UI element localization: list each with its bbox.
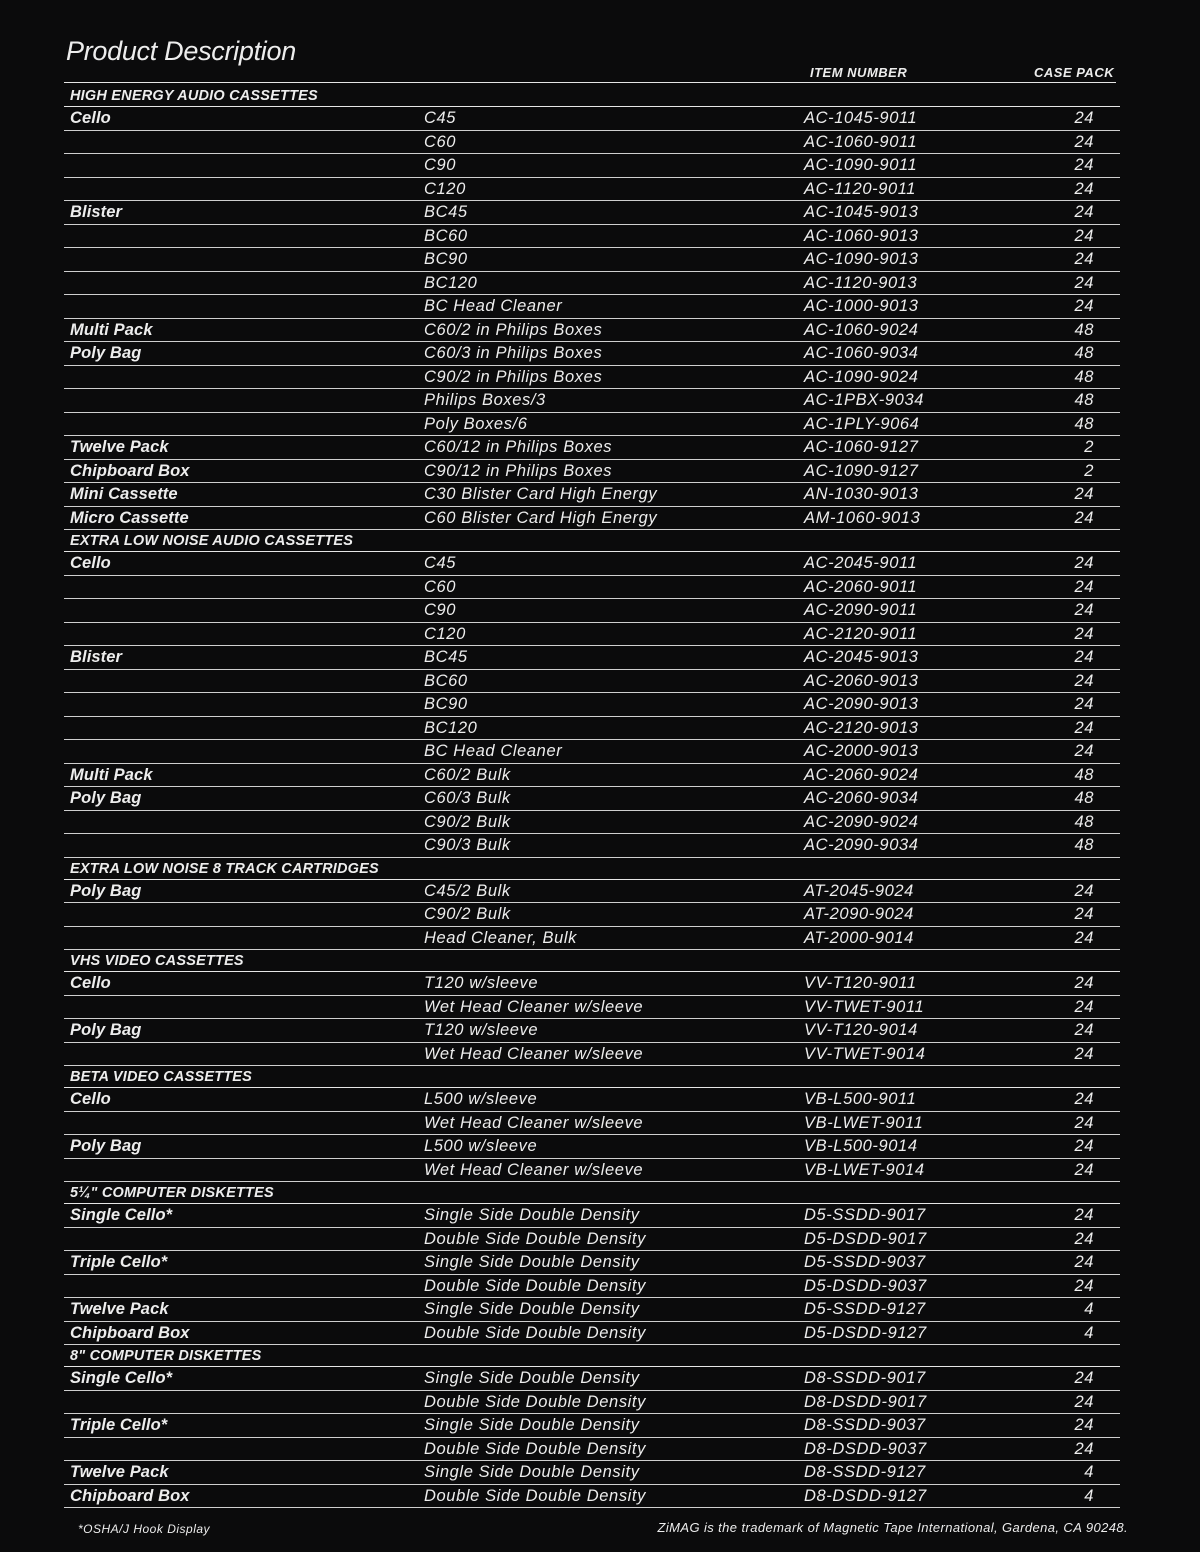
- package-type-cell: Poly Bag: [64, 880, 422, 904]
- package-type-cell: [64, 248, 422, 272]
- case-pack-cell: 24: [1030, 576, 1120, 600]
- product-description-cell: C90/2 in Philips Boxes: [422, 366, 800, 390]
- package-type-cell: [64, 996, 422, 1020]
- section-header: EXTRA LOW NOISE AUDIO CASSETTES: [64, 530, 1120, 552]
- case-pack-cell: 24: [1030, 740, 1120, 764]
- package-type-cell: [64, 811, 422, 835]
- item-number-cell: D5-SSDD-9127: [800, 1298, 1030, 1322]
- table-row: [64, 1414, 1120, 1438]
- package-type-cell: Poly Bag: [64, 787, 422, 811]
- case-pack-cell: 24: [1030, 248, 1120, 272]
- product-description-cell: L500 w/sleeve: [422, 1088, 800, 1112]
- package-type-cell: [64, 413, 422, 437]
- item-number-cell: AC-2120-9011: [800, 623, 1030, 647]
- product-description-cell: Double Side Double Density: [422, 1485, 800, 1509]
- case-pack-cell: 24: [1030, 1043, 1120, 1067]
- header-divider: [64, 82, 1116, 83]
- section-header: 8" COMPUTER DISKETTES: [64, 1345, 1120, 1367]
- package-type-cell: [64, 693, 422, 717]
- case-pack-cell: 24: [1030, 1112, 1120, 1136]
- product-description-cell: Poly Boxes/6: [422, 413, 800, 437]
- package-type-cell: [64, 1159, 422, 1183]
- item-number-cell: AC-2090-9024: [800, 811, 1030, 835]
- page-title: Product Description: [66, 36, 296, 66]
- case-pack-cell: 24: [1030, 693, 1120, 717]
- product-description-cell: Single Side Double Density: [422, 1298, 800, 1322]
- item-number-cell: VV-TWET-9011: [800, 996, 1030, 1020]
- case-pack-cell: 4: [1030, 1322, 1120, 1346]
- case-pack-cell: 24: [1030, 295, 1120, 319]
- item-number-cell: AC-2060-9011: [800, 576, 1030, 600]
- case-pack-cell: 24: [1030, 646, 1120, 670]
- package-type-cell: [64, 1112, 422, 1136]
- case-pack-cell: 24: [1030, 670, 1120, 694]
- table-row: [64, 693, 1120, 717]
- item-number-cell: AC-2045-9011: [800, 552, 1030, 576]
- package-type-cell: [64, 1391, 422, 1415]
- case-pack-cell: 48: [1030, 319, 1120, 343]
- case-pack-cell: 24: [1030, 903, 1120, 927]
- product-description-cell: Single Side Double Density: [422, 1204, 800, 1228]
- table-row: [64, 389, 1120, 413]
- case-pack-cell: 24: [1030, 201, 1120, 225]
- case-pack-cell: 24: [1030, 1019, 1120, 1043]
- package-type-cell: Single Cello*: [64, 1204, 422, 1228]
- item-number-cell: AC-1120-9013: [800, 272, 1030, 296]
- table-row: [64, 927, 1120, 951]
- table-row: [64, 880, 1120, 904]
- package-type-cell: [64, 154, 422, 178]
- product-description-cell: C60/3 Bulk: [422, 787, 800, 811]
- item-number-cell: AM-1060-9013: [800, 507, 1030, 531]
- package-type-cell: [64, 295, 422, 319]
- table-row: [64, 507, 1120, 531]
- case-pack-cell: 24: [1030, 996, 1120, 1020]
- item-number-cell: AT-2000-9014: [800, 927, 1030, 951]
- package-type-cell: Multi Pack: [64, 764, 422, 788]
- package-type-cell: Poly Bag: [64, 342, 422, 366]
- package-type-cell: [64, 576, 422, 600]
- item-number-cell: D8-SSDD-9127: [800, 1461, 1030, 1485]
- package-type-cell: Twelve Pack: [64, 1461, 422, 1485]
- case-pack-cell: 24: [1030, 154, 1120, 178]
- product-description-cell: Single Side Double Density: [422, 1251, 800, 1275]
- item-number-cell: VB-L500-9014: [800, 1135, 1030, 1159]
- section-header: HIGH ENERGY AUDIO CASSETTES: [64, 85, 1120, 107]
- package-type-cell: [64, 178, 422, 202]
- item-number-cell: AC-2090-9034: [800, 834, 1030, 858]
- table-row: [64, 646, 1120, 670]
- package-type-cell: [64, 1275, 422, 1299]
- case-pack-cell: 24: [1030, 552, 1120, 576]
- product-description-cell: C90/2 Bulk: [422, 903, 800, 927]
- section-header: BETA VIDEO CASSETTES: [64, 1066, 1120, 1088]
- case-pack-cell: 24: [1030, 1228, 1120, 1252]
- table-row: [64, 787, 1120, 811]
- item-number-cell: AC-1060-9011: [800, 131, 1030, 155]
- table-row: [64, 903, 1120, 927]
- product-description-cell: C60 Blister Card High Energy: [422, 507, 800, 531]
- case-pack-cell: 24: [1030, 1204, 1120, 1228]
- case-pack-cell: 24: [1030, 599, 1120, 623]
- item-number-cell: AC-1090-9013: [800, 248, 1030, 272]
- product-description-cell: C90: [422, 599, 800, 623]
- product-description-cell: C60/3 in Philips Boxes: [422, 342, 800, 366]
- case-pack-cell: 4: [1030, 1298, 1120, 1322]
- item-number-cell: AC-2090-9011: [800, 599, 1030, 623]
- product-description-cell: C120: [422, 623, 800, 647]
- case-pack-cell: 24: [1030, 1275, 1120, 1299]
- item-number-cell: AC-1045-9011: [800, 107, 1030, 131]
- product-description-cell: T120 w/sleeve: [422, 1019, 800, 1043]
- table-row: [64, 1019, 1120, 1043]
- case-pack-cell: 24: [1030, 483, 1120, 507]
- product-description-cell: C60: [422, 131, 800, 155]
- item-number-cell: VV-T120-9011: [800, 972, 1030, 996]
- table-row: [64, 272, 1120, 296]
- package-type-cell: [64, 903, 422, 927]
- product-description-cell: L500 w/sleeve: [422, 1135, 800, 1159]
- case-pack-cell: 24: [1030, 107, 1120, 131]
- case-pack-cell: 24: [1030, 131, 1120, 155]
- package-type-cell: Chipboard Box: [64, 1485, 422, 1509]
- product-description-cell: C120: [422, 178, 800, 202]
- item-number-cell: AC-1060-9127: [800, 436, 1030, 460]
- package-type-cell: Chipboard Box: [64, 460, 422, 484]
- item-number-cell: AC-2060-9034: [800, 787, 1030, 811]
- item-number-cell: D5-DSDD-9017: [800, 1228, 1030, 1252]
- package-type-cell: Cello: [64, 1088, 422, 1112]
- package-type-cell: Micro Cassette: [64, 507, 422, 531]
- product-description-cell: Wet Head Cleaner w/sleeve: [422, 1112, 800, 1136]
- item-number-cell: AC-2045-9013: [800, 646, 1030, 670]
- product-description-cell: T120 w/sleeve: [422, 972, 800, 996]
- package-type-cell: [64, 1438, 422, 1462]
- table-row: [64, 670, 1120, 694]
- package-type-cell: Cello: [64, 107, 422, 131]
- item-number-cell: AC-1045-9013: [800, 201, 1030, 225]
- trademark-note: ZiMAG is the trademark of Magnetic Tape International, Gardena, CA 90248.: [657, 1520, 1128, 1535]
- case-pack-cell: 24: [1030, 1251, 1120, 1275]
- package-type-cell: Cello: [64, 972, 422, 996]
- case-pack-cell: 24: [1030, 1159, 1120, 1183]
- table-row: [64, 1322, 1120, 1346]
- table-row: [64, 178, 1120, 202]
- case-pack-cell: 24: [1030, 880, 1120, 904]
- item-number-cell: AC-1PLY-9064: [800, 413, 1030, 437]
- case-pack-cell: 24: [1030, 178, 1120, 202]
- product-description-cell: BC90: [422, 248, 800, 272]
- product-description-cell: C60/2 Bulk: [422, 764, 800, 788]
- case-pack-cell: 48: [1030, 413, 1120, 437]
- item-number-header: ITEM NUMBER: [810, 65, 908, 80]
- item-number-cell: AC-2000-9013: [800, 740, 1030, 764]
- item-number-cell: AC-1060-9013: [800, 225, 1030, 249]
- product-description-cell: Wet Head Cleaner w/sleeve: [422, 996, 800, 1020]
- package-type-cell: Single Cello*: [64, 1367, 422, 1391]
- section-header: EXTRA LOW NOISE 8 TRACK CARTRIDGES: [64, 858, 1120, 880]
- case-pack-cell: 4: [1030, 1485, 1120, 1509]
- product-description-cell: C45: [422, 107, 800, 131]
- package-type-cell: Chipboard Box: [64, 1322, 422, 1346]
- case-pack-cell: 24: [1030, 1438, 1120, 1462]
- item-number-cell: AT-2090-9024: [800, 903, 1030, 927]
- product-description-cell: C60/2 in Philips Boxes: [422, 319, 800, 343]
- item-number-cell: D8-DSDD-9127: [800, 1485, 1030, 1509]
- table-row: [64, 1159, 1120, 1183]
- section-header: VHS VIDEO CASSETTES: [64, 950, 1120, 972]
- item-number-cell: VB-L500-9011: [800, 1088, 1030, 1112]
- item-number-cell: AC-2120-9013: [800, 717, 1030, 741]
- case-pack-cell: 24: [1030, 225, 1120, 249]
- table-row: [64, 1204, 1120, 1228]
- product-description-cell: C90/3 Bulk: [422, 834, 800, 858]
- section-header: 5¼" COMPUTER DISKETTES: [64, 1182, 1120, 1204]
- item-number-cell: VB-LWET-9014: [800, 1159, 1030, 1183]
- table-row: [64, 413, 1120, 437]
- item-number-cell: D5-SSDD-9017: [800, 1204, 1030, 1228]
- case-pack-cell: 48: [1030, 366, 1120, 390]
- product-description-cell: C90: [422, 154, 800, 178]
- package-type-cell: Twelve Pack: [64, 1298, 422, 1322]
- item-number-cell: D8-DSDD-9037: [800, 1438, 1030, 1462]
- case-pack-cell: 48: [1030, 389, 1120, 413]
- item-number-cell: D5-DSDD-9037: [800, 1275, 1030, 1299]
- item-number-cell: VV-TWET-9014: [800, 1043, 1030, 1067]
- item-number-cell: D8-SSDD-9017: [800, 1367, 1030, 1391]
- item-number-cell: AC-1060-9024: [800, 319, 1030, 343]
- table-row: [64, 1438, 1120, 1462]
- table-row: [64, 1298, 1120, 1322]
- product-description-cell: BC Head Cleaner: [422, 740, 800, 764]
- item-number-cell: AN-1030-9013: [800, 483, 1030, 507]
- table-row: [64, 1135, 1120, 1159]
- package-type-cell: [64, 599, 422, 623]
- table-row: [64, 342, 1120, 366]
- case-pack-cell: 48: [1030, 764, 1120, 788]
- product-description-cell: BC90: [422, 693, 800, 717]
- product-description-cell: Single Side Double Density: [422, 1461, 800, 1485]
- table-row: [64, 319, 1120, 343]
- table-row: [64, 972, 1120, 996]
- case-pack-cell: 24: [1030, 1135, 1120, 1159]
- product-description-cell: Wet Head Cleaner w/sleeve: [422, 1159, 800, 1183]
- product-description-cell: Wet Head Cleaner w/sleeve: [422, 1043, 800, 1067]
- case-pack-cell: 24: [1030, 272, 1120, 296]
- item-number-cell: AC-1060-9034: [800, 342, 1030, 366]
- product-description-cell: BC Head Cleaner: [422, 295, 800, 319]
- case-pack-cell: 4: [1030, 1461, 1120, 1485]
- table-row: [64, 295, 1120, 319]
- table-row: [64, 623, 1120, 647]
- product-description-cell: Double Side Double Density: [422, 1322, 800, 1346]
- package-type-cell: Twelve Pack: [64, 436, 422, 460]
- case-pack-cell: 24: [1030, 507, 1120, 531]
- table-row: [64, 1251, 1120, 1275]
- table-row: [64, 1391, 1120, 1415]
- package-type-cell: Triple Cello*: [64, 1251, 422, 1275]
- case-pack-cell: 2: [1030, 436, 1120, 460]
- case-pack-cell: 24: [1030, 1088, 1120, 1112]
- item-number-cell: AC-1PBX-9034: [800, 389, 1030, 413]
- case-pack-cell: 48: [1030, 834, 1120, 858]
- product-description-cell: C45: [422, 552, 800, 576]
- product-description-cell: BC60: [422, 670, 800, 694]
- item-number-cell: AC-2060-9013: [800, 670, 1030, 694]
- package-type-cell: Blister: [64, 201, 422, 225]
- case-pack-cell: 24: [1030, 972, 1120, 996]
- item-number-cell: D5-SSDD-9037: [800, 1251, 1030, 1275]
- footnote: *OSHA/J Hook Display: [78, 1522, 211, 1536]
- table-row: [64, 1275, 1120, 1299]
- package-type-cell: [64, 670, 422, 694]
- package-type-cell: Multi Pack: [64, 319, 422, 343]
- table-row: [64, 460, 1120, 484]
- item-number-cell: AT-2045-9024: [800, 880, 1030, 904]
- item-number-cell: D8-SSDD-9037: [800, 1414, 1030, 1438]
- table-row: [64, 834, 1120, 858]
- product-description-cell: C60/12 in Philips Boxes: [422, 436, 800, 460]
- case-pack-cell: 24: [1030, 717, 1120, 741]
- table-row: [64, 717, 1120, 741]
- table-row: [64, 552, 1120, 576]
- case-pack-cell: 24: [1030, 1414, 1120, 1438]
- product-description-cell: Double Side Double Density: [422, 1438, 800, 1462]
- table-row: [64, 483, 1120, 507]
- product-description-cell: BC45: [422, 646, 800, 670]
- table-row: [64, 996, 1120, 1020]
- case-pack-cell: 48: [1030, 342, 1120, 366]
- package-type-cell: [64, 366, 422, 390]
- package-type-cell: [64, 225, 422, 249]
- table-row: [64, 740, 1120, 764]
- case-pack-cell: 24: [1030, 1391, 1120, 1415]
- table-row: [64, 131, 1120, 155]
- table-row: [64, 366, 1120, 390]
- product-description-cell: C30 Blister Card High Energy: [422, 483, 800, 507]
- product-description-cell: C60: [422, 576, 800, 600]
- item-number-cell: VB-LWET-9011: [800, 1112, 1030, 1136]
- table-row: [64, 1228, 1120, 1252]
- product-description-cell: C90/12 in Philips Boxes: [422, 460, 800, 484]
- table-row: [64, 436, 1120, 460]
- product-description-cell: Single Side Double Density: [422, 1367, 800, 1391]
- package-type-cell: [64, 1043, 422, 1067]
- item-number-cell: AC-2060-9024: [800, 764, 1030, 788]
- package-type-cell: Blister: [64, 646, 422, 670]
- table-row: [64, 154, 1120, 178]
- item-number-cell: AC-2090-9013: [800, 693, 1030, 717]
- product-description-cell: Double Side Double Density: [422, 1228, 800, 1252]
- package-type-cell: [64, 834, 422, 858]
- item-number-cell: D5-DSDD-9127: [800, 1322, 1030, 1346]
- product-description-cell: C45/2 Bulk: [422, 880, 800, 904]
- table-row: [64, 1088, 1120, 1112]
- package-type-cell: [64, 272, 422, 296]
- product-description-cell: Philips Boxes/3: [422, 389, 800, 413]
- table-row: [64, 1367, 1120, 1391]
- item-number-cell: AC-1120-9011: [800, 178, 1030, 202]
- table-row: [64, 1043, 1120, 1067]
- product-description-cell: Double Side Double Density: [422, 1391, 800, 1415]
- case-pack-cell: 2: [1030, 460, 1120, 484]
- case-pack-cell: 48: [1030, 811, 1120, 835]
- table-row: [64, 811, 1120, 835]
- table-row: [64, 1461, 1120, 1485]
- package-type-cell: [64, 927, 422, 951]
- package-type-cell: Triple Cello*: [64, 1414, 422, 1438]
- package-type-cell: [64, 717, 422, 741]
- case-pack-cell: 48: [1030, 787, 1120, 811]
- package-type-cell: [64, 1228, 422, 1252]
- item-number-cell: AC-1090-9011: [800, 154, 1030, 178]
- product-description-cell: C90/2 Bulk: [422, 811, 800, 835]
- case-pack-header: CASE PACK: [1034, 65, 1115, 80]
- table-row: [64, 107, 1120, 131]
- product-table: [64, 85, 1120, 1508]
- table-row: [64, 1485, 1120, 1509]
- product-description-cell: BC120: [422, 717, 800, 741]
- product-description-cell: Single Side Double Density: [422, 1414, 800, 1438]
- item-number-cell: VV-T120-9014: [800, 1019, 1030, 1043]
- case-pack-cell: 24: [1030, 1367, 1120, 1391]
- product-description-cell: Head Cleaner, Bulk: [422, 927, 800, 951]
- product-description-cell: BC120: [422, 272, 800, 296]
- package-type-cell: Mini Cassette: [64, 483, 422, 507]
- table-row: [64, 1112, 1120, 1136]
- product-description-cell: Double Side Double Density: [422, 1275, 800, 1299]
- package-type-cell: Cello: [64, 552, 422, 576]
- item-number-cell: AC-1000-9013: [800, 295, 1030, 319]
- product-description-cell: BC60: [422, 225, 800, 249]
- table-row: [64, 764, 1120, 788]
- case-pack-cell: 24: [1030, 927, 1120, 951]
- package-type-cell: [64, 740, 422, 764]
- package-type-cell: [64, 389, 422, 413]
- package-type-cell: Poly Bag: [64, 1135, 422, 1159]
- item-number-cell: AC-1090-9127: [800, 460, 1030, 484]
- package-type-cell: Poly Bag: [64, 1019, 422, 1043]
- product-description-cell: BC45: [422, 201, 800, 225]
- table-row: [64, 201, 1120, 225]
- package-type-cell: [64, 131, 422, 155]
- item-number-cell: AC-1090-9024: [800, 366, 1030, 390]
- table-row: [64, 225, 1120, 249]
- case-pack-cell: 24: [1030, 623, 1120, 647]
- table-row: [64, 599, 1120, 623]
- package-type-cell: [64, 623, 422, 647]
- item-number-cell: D8-DSDD-9017: [800, 1391, 1030, 1415]
- table-row: [64, 576, 1120, 600]
- table-row: [64, 248, 1120, 272]
